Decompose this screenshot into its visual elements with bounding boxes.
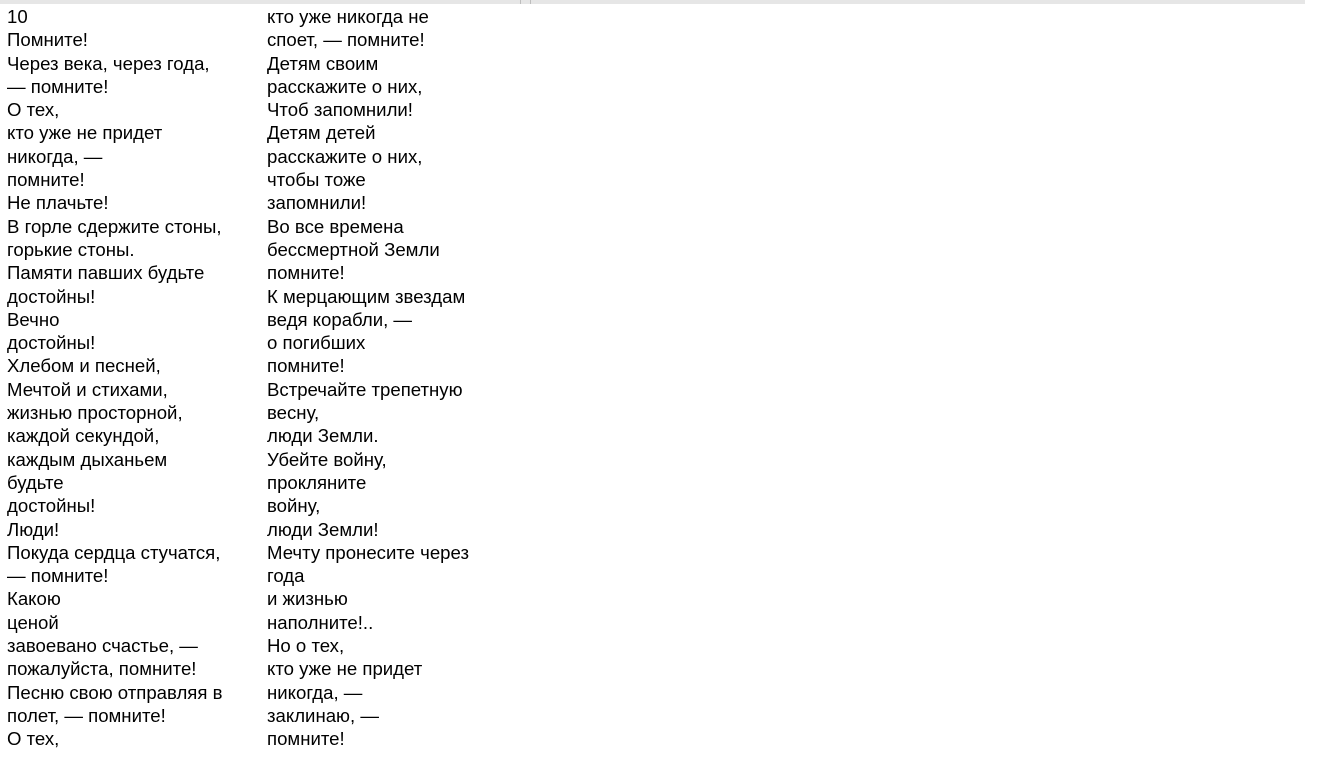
poem-line: достойны! bbox=[7, 332, 96, 354]
poem-line: будьте bbox=[7, 471, 64, 493]
poem-line: о погибших bbox=[267, 332, 366, 354]
poem-line: Не плачьте! bbox=[7, 192, 109, 214]
poem-line: помните! bbox=[267, 355, 345, 377]
poem-line: пожалуйста, помните! bbox=[7, 658, 197, 680]
poem-line: кто уже никогда не bbox=[267, 6, 429, 27]
poem-line: расскажите о них, bbox=[267, 145, 423, 167]
poem-line: никогда, — bbox=[7, 145, 103, 167]
poem-line: Хлебом и песней, bbox=[7, 355, 161, 377]
poem-line: Какою bbox=[7, 588, 61, 610]
poem-line: и жизнью bbox=[267, 588, 348, 610]
poem-line: достойны! bbox=[7, 285, 96, 307]
poem-line: чтобы тоже bbox=[267, 169, 366, 191]
poem-line: О тех, bbox=[7, 99, 60, 121]
page-number: 10 bbox=[7, 6, 28, 27]
poem-line: — помните! bbox=[7, 565, 109, 587]
poem-line: бессмертной Земли bbox=[267, 238, 440, 260]
poem-line: никогда, — bbox=[267, 681, 363, 703]
poem-line: полет, — помните! bbox=[7, 704, 166, 726]
poem-line: Чтоб запомнили! bbox=[267, 99, 413, 121]
poem-line: люди Земли! bbox=[267, 518, 379, 540]
poem-line: Памяти павших будьте bbox=[7, 262, 205, 284]
page-top-border-tick bbox=[530, 0, 531, 4]
poem-line: Мечту пронесите через bbox=[267, 541, 469, 563]
poem-line: Но о тех, bbox=[267, 635, 345, 657]
poem-line: Детям детей bbox=[267, 122, 376, 144]
poem-line: каждой секундой, bbox=[7, 425, 160, 447]
poem-line: горькие стоны. bbox=[7, 238, 135, 260]
page-top-border-tick bbox=[520, 0, 521, 4]
poem-line: Детям своим bbox=[267, 52, 379, 74]
page-top-border bbox=[0, 0, 1305, 4]
poem-line: — помните! bbox=[7, 75, 109, 97]
poem-line: заклинаю, — bbox=[267, 704, 379, 726]
poem-line: Убейте войну, bbox=[267, 448, 387, 470]
poem-line: Помните! bbox=[7, 29, 88, 51]
poem-line: прокляните bbox=[267, 471, 367, 493]
poem-line: весну, bbox=[267, 402, 320, 424]
poem-column-right bbox=[267, 5, 517, 751]
poem-line: расскажите о них, bbox=[267, 75, 423, 97]
poem-line: жизнью просторной, bbox=[7, 402, 183, 424]
poem-line: Покуда сердца стучатся, bbox=[7, 541, 221, 563]
poem-line: войну, bbox=[267, 495, 321, 517]
poem-line: В горле сдержите стоны, bbox=[7, 215, 222, 237]
poem-line: достойны! bbox=[7, 495, 96, 517]
poem-line: Вечно bbox=[7, 308, 60, 330]
poem-line: помните! bbox=[7, 169, 85, 191]
poem-line: Встречайте трепетную bbox=[267, 378, 463, 400]
poem-line: Во все времена bbox=[267, 215, 404, 237]
poem-line: люди Земли. bbox=[267, 425, 379, 447]
poem-line: кто уже не придет bbox=[7, 122, 163, 144]
poem-line: помните! bbox=[267, 262, 345, 284]
poem-line: ведя корабли, — bbox=[267, 308, 413, 330]
poem-line: завоевано счастье, — bbox=[7, 635, 198, 657]
poem-line: Люди! bbox=[7, 518, 60, 540]
poem-line: Мечтой и стихами, bbox=[7, 378, 168, 400]
poem-line: наполните!.. bbox=[267, 611, 374, 633]
poem-line: кто уже не придет bbox=[267, 658, 423, 680]
poem-line: споет, — помните! bbox=[267, 29, 425, 51]
poem-column-left bbox=[7, 5, 257, 751]
poem-line: О тех, bbox=[7, 728, 60, 750]
poem-line: запомнили! bbox=[267, 192, 367, 214]
poem-line: Через века, через года, bbox=[7, 52, 210, 74]
poem-line: ценой bbox=[7, 611, 59, 633]
poem-line: К мерцающим звездам bbox=[267, 285, 466, 307]
poem-line: Песню свою отправляя в bbox=[7, 681, 223, 703]
poem-line: помните! bbox=[267, 728, 345, 750]
poem-line: каждым дыханьем bbox=[7, 448, 168, 470]
poem-line: года bbox=[267, 565, 305, 587]
